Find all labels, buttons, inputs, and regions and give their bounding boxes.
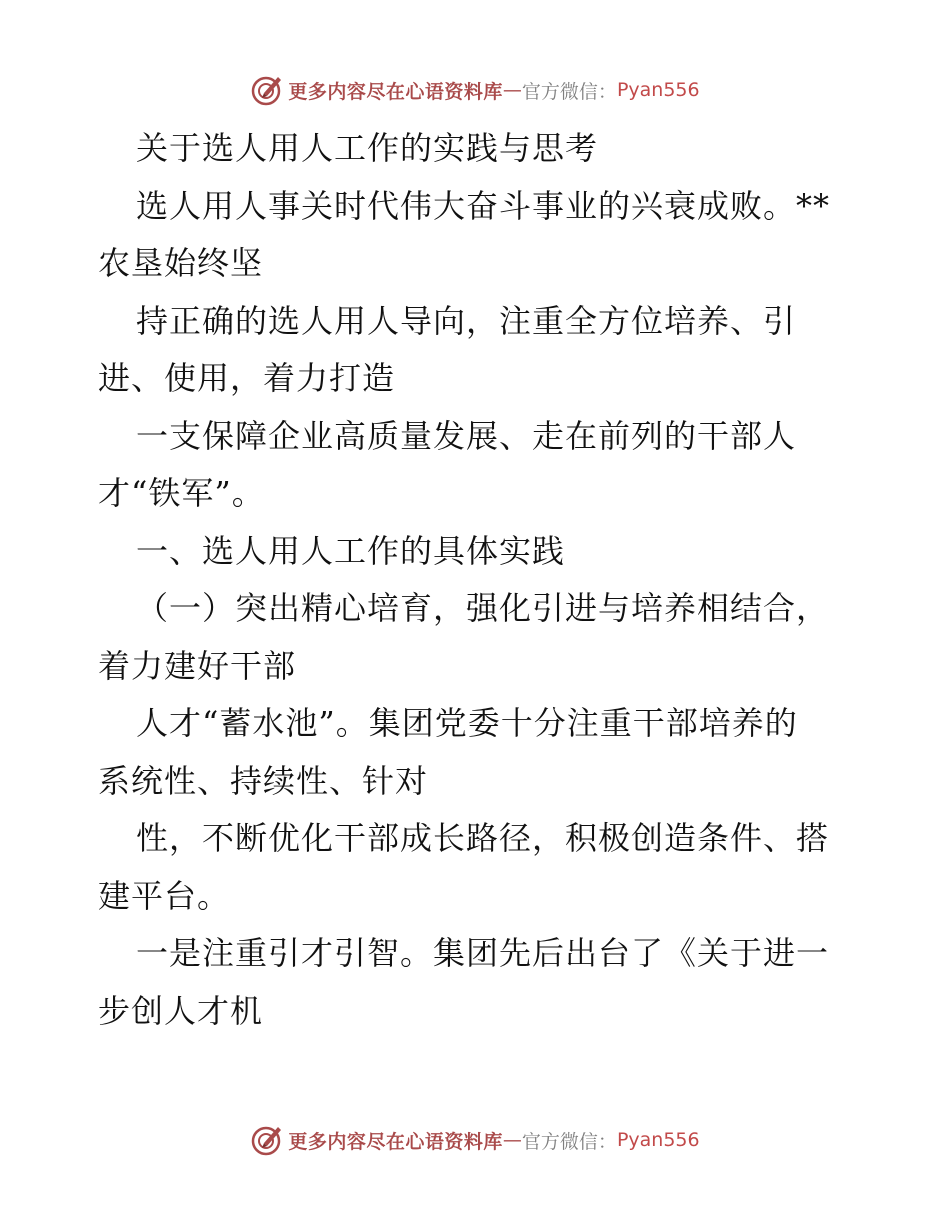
paragraph-line: 才“铁军”。 (98, 474, 265, 512)
quill-seal-icon (250, 73, 284, 107)
banner-label: 官方微信： (521, 1130, 617, 1153)
paragraph-line: 系统性、持续性、针对 (98, 761, 429, 800)
section-heading: 一、选人用人工作的具体实践 (136, 531, 566, 570)
subsection-heading: （一）突出精心培育，强化引进与培养相结合， (136, 589, 830, 627)
paragraph-line: 人才“蓄水池”。集团党委十分注重干部培养的 (136, 704, 798, 742)
header-banner (0, 70, 950, 110)
banner-title: 更多内容尽在心语资料库 (288, 1130, 503, 1153)
paragraph-line: 步创人才机 (98, 991, 264, 1030)
footer-banner (0, 1120, 950, 1160)
paragraph-line: 农垦始终坚 (98, 244, 264, 282)
paragraph-line: 一支保障企业高质量发展、走在前列的干部人 (136, 416, 797, 455)
paragraph-line: 进、使用，着力打造 (98, 359, 396, 397)
banner-title: 更多内容尽在心语资料库 (288, 80, 503, 103)
banner-wechat-id: Pyan556 (616, 1129, 700, 1151)
banner-dash: — (502, 1129, 522, 1151)
paragraph-line: 性，不断优化干部成长路径，积极创造条件、搭 (136, 819, 830, 857)
paragraph-line: 一是注重引才引智。集团先后出台了《关于进一 (136, 934, 830, 972)
banner-wechat-id: Pyan556 (616, 79, 700, 101)
paragraph-line: 着力建好干部 (98, 646, 297, 685)
document-body (98, 120, 858, 1040)
quill-seal-icon (250, 1123, 284, 1157)
banner-dash: — (502, 79, 522, 101)
paragraph-line: 选人用人事关时代伟大奋斗事业的兴衰成败。** (136, 186, 831, 225)
document-title: 关于选人用人工作的实践与思考 (136, 129, 599, 167)
paragraph-line: 建平台。 (98, 876, 231, 915)
banner-label: 官方微信： (521, 80, 617, 103)
paragraph-line: 持正确的选人用人导向，注重全方位培养、引 (136, 301, 797, 340)
